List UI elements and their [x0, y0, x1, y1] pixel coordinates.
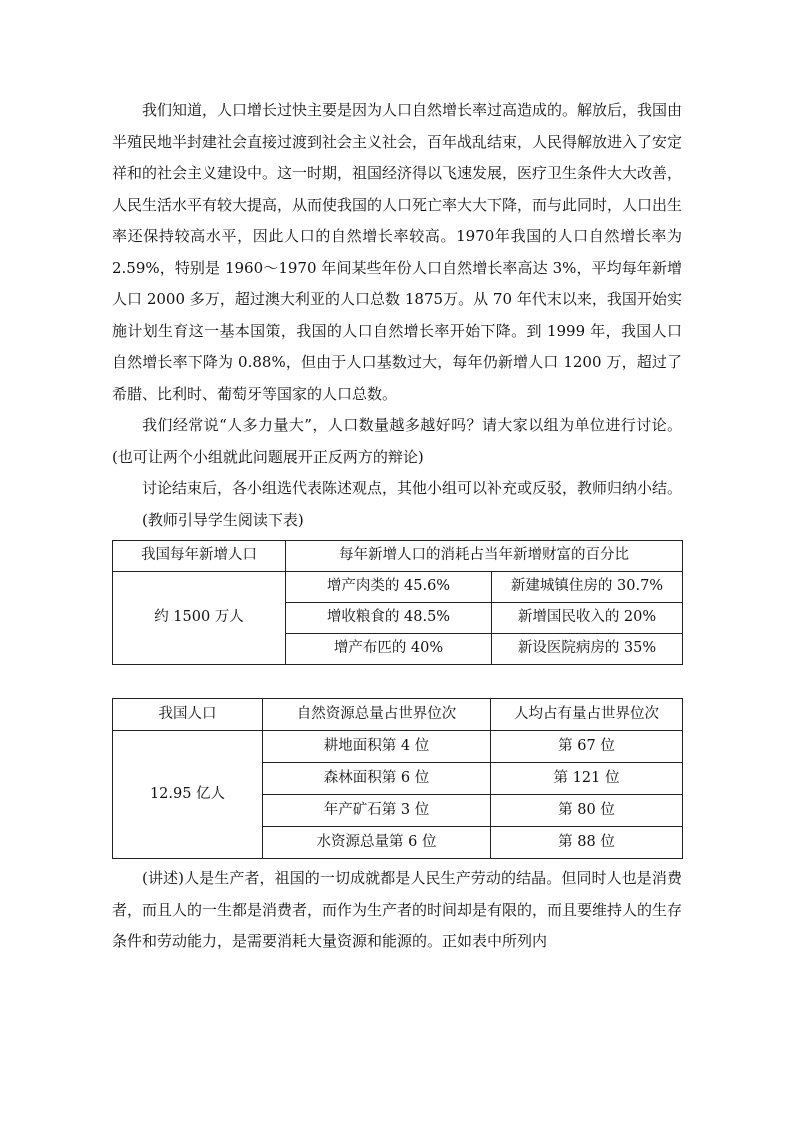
table-header-cell: 自然资源总量占世界位次 — [263, 699, 491, 731]
table-cell: 第 88 位 — [491, 827, 683, 859]
table-row — [113, 572, 683, 603]
table-cell: 第 80 位 — [491, 795, 683, 827]
paragraph-population-growth: 我们知道，人口增长过快主要是因为人口自然增长率过高造成的。解放后，我国由半殖民地半封建社会直接过渡到社会主义社会，百年战乱结束，人民得解放进入了安定祥和的社会主义建设中。这一时期，祖国经济得以飞速发展，医疗卫生条件大大改善，人民生活水平有较大提高，从而使我国的人口死亡率大大下降，而与此同时，人口出生率还保持较高水平，因此人口的自然增长率较高。1970年我国的人口自然增长率为 2.59%，特别是 1960～1970 年间某些年份人口自然增长率高达 3%，平均每年新增人口 2000 多万，超过澳大利亚的人口总数 1875万。从 70 年代末以来，我国开始实施计划生育这一基本国策，我国的人口自然增长率开始下降。到 1999 年，我国人口自然增长率下降为 0.88%，但由于人口基数过大，每年仍新增人口 1200 万，超过了希腊、比利时、葡萄牙等国家的人口总数。 — [112, 101, 683, 403]
paragraph-discussion-summary: 讨论结束后，各小组选代表陈述观点，其他小组可以补充或反驳，教师归纳小结。 — [142, 479, 683, 497]
table-cell: 新增国民收入的 20% — [492, 603, 683, 634]
table-header-cell: 我国每年新增人口 — [113, 541, 286, 572]
table-cell: 增收粮食的 48.5% — [286, 603, 492, 634]
table-header-cell: 我国人口 — [113, 699, 263, 731]
table-cell: 第 67 位 — [491, 731, 683, 763]
table-cell-new-population: 约 1500 万人 — [113, 572, 286, 665]
table-header-row — [113, 541, 683, 572]
table-cell: 森林面积第 6 位 — [263, 763, 491, 795]
table-row — [113, 731, 683, 763]
table-new-population-consumption — [112, 540, 683, 665]
table-cell: 增产布匹的 40% — [286, 634, 492, 665]
table-cell: 耕地面积第 4 位 — [263, 731, 491, 763]
table-cell: 新建城镇住房的 30.7% — [492, 572, 683, 603]
paragraph-discussion-question: 我们经常说“人多力量大”，人口数量越多越好吗？请大家以组为单位进行讨论。(也可让两个小组就此问题展开正反两方的辩论) — [112, 416, 682, 466]
table-header-cell: 人均占有量占世界位次 — [491, 699, 683, 731]
table-cell: 新设医院病房的 35% — [492, 634, 683, 665]
table-cell: 水资源总量第 6 位 — [263, 827, 491, 859]
paragraph-lecture: (讲述)人是生产者，祖国的一切成就都是人民生产劳动的结晶。但同时人也是消费者，而且人的一生都是消费者，而作为生产者的时间却是有限的，而且要维持人的生存条件和劳动能力，是需要消耗大量资源和能源的。正如表中所列内 — [112, 869, 683, 950]
table-cell: 年产矿石第 3 位 — [263, 795, 491, 827]
table-cell: 第 121 位 — [491, 763, 683, 795]
document-body — [112, 95, 682, 958]
table-resource-ranking — [112, 698, 683, 859]
table-cell-population: 12.95 亿人 — [113, 731, 263, 859]
table-header-cell: 每年新增人口的消耗占当年新增财富的百分比 — [286, 541, 683, 572]
table-caption: (教师引导学生阅读下表) — [142, 510, 304, 529]
table-header-row — [113, 699, 683, 731]
table-cell: 增产肉类的 45.6% — [286, 572, 492, 603]
